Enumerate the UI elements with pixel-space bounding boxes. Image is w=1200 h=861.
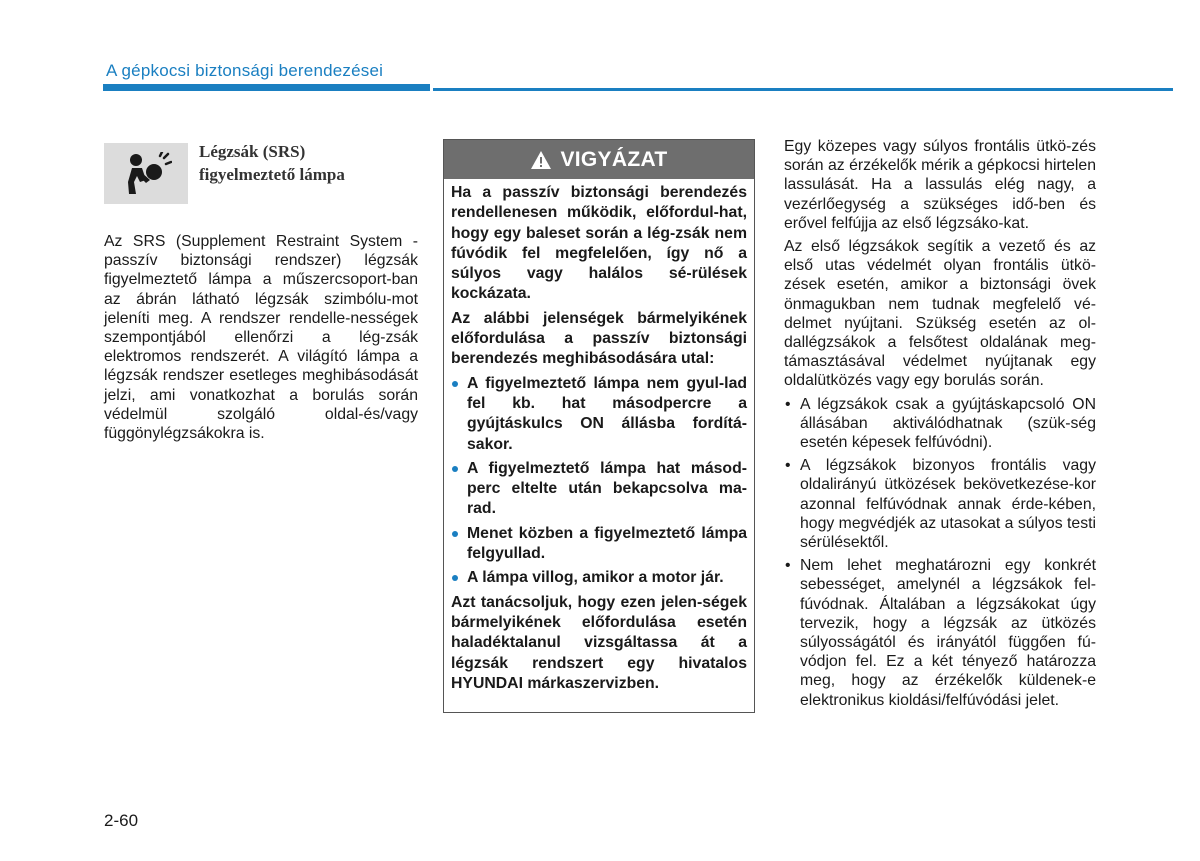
- header-rule: [433, 88, 1173, 91]
- left-column: [104, 232, 418, 443]
- bullet-list: [784, 395, 1096, 710]
- list-item: A lámpa villog, amikor a motor jár.: [451, 568, 747, 588]
- list-item: Menet közben a figyelmeztető lámpa felgyullad.: [451, 524, 747, 565]
- bullet-icon: [452, 531, 458, 537]
- right-column: [784, 137, 1096, 714]
- warning-header: [444, 140, 754, 179]
- bullet-icon: •: [785, 457, 791, 475]
- warning-closing: Azt tanácsoljuk, hogy ezen jelen-ségek bármelyikének előfordulása esetén haladéktalanul vizsgáltassa át a légzsák rendszert egy hivatalos HYUNDAI márkaszervizben.: [451, 593, 747, 692]
- srs-description: Az SRS (Supplement Restraint System - passzív biztonsági rendszer) légzsák figyelmeztető lámpa a műszercsoport-ban az ábrán látható légzsák szimbólu-mot jeleníti meg. A rendszer rendelle-nességek szempontjából ellenőrzi a lég-zsák elektromos rendszerét. A világító lámpa a légzsák rendszer esetleges meghibásodását jelzi, ami vonatkozhat a borulás során védelmül szolgáló oldal-és/vagy függönylégzsákokra is.: [104, 233, 418, 443]
- warning-intro: Ha a passzív biztonsági berendezés rendellenesen működik, előfordul-hat, hogy egy baleset során a lég-zsák nem fúvódik fel megfelelően, így nő a súlyos vagy halálos sé-rülések kockázata.: [451, 184, 747, 303]
- bullet-icon: [452, 575, 458, 581]
- section-header-title: A gépkocsi biztonsági berendezései: [106, 61, 384, 80]
- warning-triangle-icon: [530, 150, 552, 170]
- warning-box: [443, 139, 755, 713]
- header-rule-accent: [103, 84, 430, 91]
- warning-title: VIGYÁZAT: [560, 147, 668, 171]
- list-item: • A légzsákok bizonyos frontális vagy oldalirányú ütközések bekövetkezése-kor azonnal felfúvódnak annak érde-kében, hogy megvédjék az utasokat a súlyos testi sérülésektől.: [785, 457, 1096, 552]
- bullet-icon: •: [785, 557, 791, 575]
- warning-lead: Az alábbi jelenségek bármelyikének előfordulása a passzív biztonsági berendezés meghibásodására utal:: [451, 309, 747, 368]
- bullet-icon: •: [785, 395, 791, 413]
- icon-caption-line2: figyelmeztető lámpa: [199, 165, 345, 184]
- list-item: A figyelmeztető lámpa hat másod-perc eltelte után bekapcsolva ma-rad.: [451, 459, 747, 520]
- warning-bullet-list: [451, 374, 747, 589]
- icon-caption: [199, 140, 345, 186]
- icon-caption-line1: Légzsák (SRS): [199, 142, 306, 161]
- page-number: 2-60: [104, 811, 139, 830]
- warning-body: [444, 179, 754, 694]
- body-paragraph: Az első légzsákok segítik a vezető és az első utas védelmét olyan frontális ütkö-zések esetén, amikor a biztonsági övek önmagukban nem tudnak megfelelő vé-delmet nyújtani. Szükség esetén az ol-dallégzsákok a felsőtest oldalának meg-támasztásával védelmet nyújtanak egy oldalütközés vagy egy borulás során.: [784, 238, 1096, 390]
- list-item: • A légzsákok csak a gyújtáskapcsoló ON állásában aktiválódhatnak (szük-ség esetén képesek felfúvódni).: [785, 395, 1096, 452]
- list-item: • Nem lehet meghatározni egy konkrét sebességet, amelynél a légzsákok fel-fúvódnak. Általában a légzsákokat úgy tervezik, hogy a légzsák az ütközés súlyosságától és irányától függően fú-vódjon fel. Ez a két tényező határozza meg, hogy az érzékelők küldenek-e elektronikus kioldási/felfúvódási jelet.: [785, 557, 1096, 709]
- airbag-warning-icon: [104, 143, 188, 204]
- list-item: A figyelmeztető lámpa nem gyul-lad fel kb. hat másodpercre a gyújtáskulcs ON állásba fordítá-sakor.: [451, 374, 747, 455]
- bullet-icon: [452, 466, 458, 472]
- body-paragraph: Egy közepes vagy súlyos frontális ütkö-zés során az érzékelők mérik a gépkocsi hirtelen lassulását. Ha a lassulás elég nagy, a vezérlőegység a szükséges idő-ben és erővel felfújja az első légzsáko-kat.: [784, 138, 1096, 232]
- bullet-icon: [452, 381, 458, 387]
